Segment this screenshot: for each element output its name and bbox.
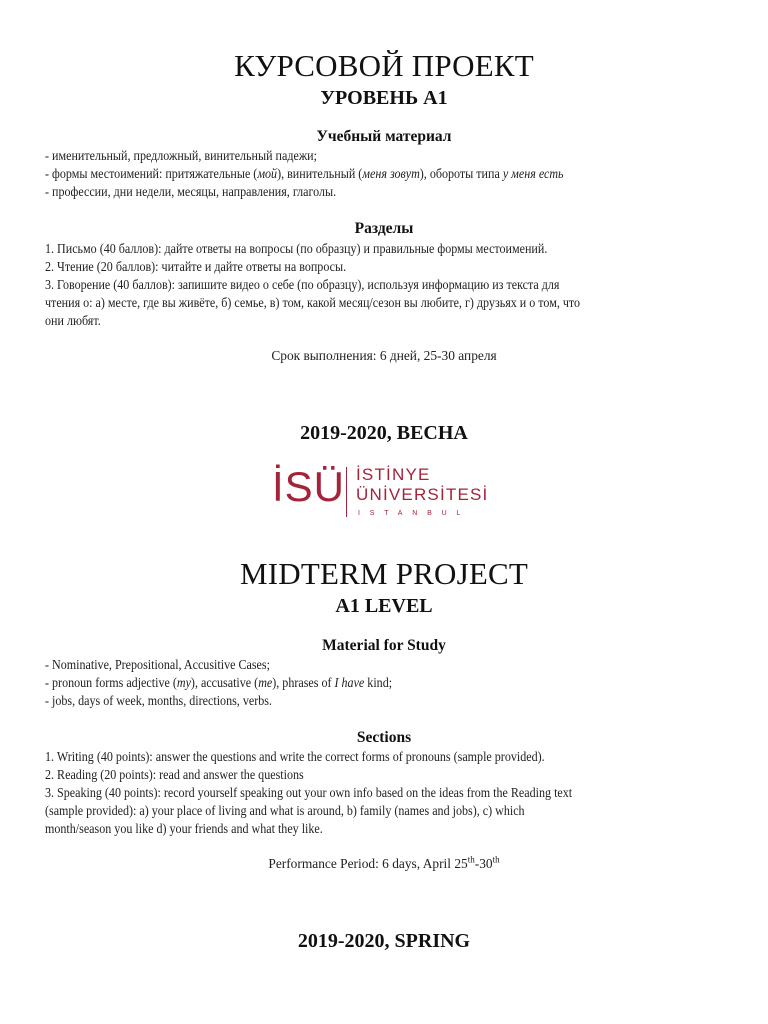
logo-name-line-1: İSTİNYE <box>356 465 431 484</box>
ru-deadline: Срок выполнения: 6 дней, 25-30 апреля <box>271 348 497 363</box>
ru-section-3-cont: чтения о: а) месте, где вы живёте, б) семье, в) том, какой месяц/сезон вы любите, г) друзьях и о том, что <box>45 295 581 310</box>
ru-material-line-1: - именительный, предложный, винительный падежи; <box>45 148 317 163</box>
logo-divider <box>346 467 347 517</box>
university-logo <box>272 463 502 521</box>
ru-sections-heading: Разделы <box>354 220 414 237</box>
logo-city: ISTANBUL <box>358 510 471 517</box>
en-sections-heading: Sections <box>356 729 412 746</box>
en-material-line-2: - pronoun forms adjective (my), accusative (me), phrases of I have kind; <box>45 675 393 690</box>
ru-section-1: 1. Письмо (40 баллов): дайте ответы на вопросы (по образцу) и правильные формы местоимений. <box>45 241 548 256</box>
en-term: 2019-2020, SPRING <box>297 930 471 952</box>
en-material-heading: Material for Study <box>322 637 446 654</box>
logo-name-line-2: ÜNİVERSİTESİ <box>356 485 489 504</box>
en-section-3-cont: (sample provided): a) your place of living and what is around, b) family (names and jobs), c) which <box>45 803 525 818</box>
en-level: A1 LEVEL <box>335 595 433 617</box>
ru-section-2: 2. Чтение (20 баллов): читайте и дайте ответы на вопросы. <box>45 259 347 274</box>
en-section-2: 2. Reading (20 points): read and answer the questions <box>45 767 304 782</box>
ru-section-3-end: они любят. <box>45 313 101 328</box>
en-title: MIDTERM PROJECT <box>239 556 529 591</box>
ru-material-heading: Учебный материал <box>316 128 452 145</box>
ru-term: 2019-2020, ВЕСНА <box>300 422 468 444</box>
en-deadline: Performance Period: 6 days, April 25th-30th <box>268 854 500 871</box>
en-section-3: 3. Speaking (40 points): record yourself speaking out your own info based on the ideas from the Reading text <box>45 785 573 800</box>
ru-title: КУРСОВОЙ ПРОЕКТ <box>234 48 534 83</box>
en-section-3-end: month/season you like d) your friends and what they like. <box>45 821 323 836</box>
ru-material-line-2: - формы местоимений: притяжательные (мой), винительный (меня зовут), обороты типа у меня есть <box>45 166 564 181</box>
ru-section-3: 3. Говорение (40 баллов): запишите видео о себе (по образцу), используя информацию из текста для <box>45 277 560 292</box>
ru-material-line-3: - профессии, дни недели, месяцы, направления, глаголы. <box>45 184 337 199</box>
en-material-line-3: - jobs, days of week, months, directions, verbs. <box>45 693 272 708</box>
ru-level: УРОВЕНЬ А1 <box>320 87 448 109</box>
en-material-line-1: - Nominative, Prepositional, Accusitive Cases; <box>45 657 270 672</box>
en-section-1: 1. Writing (40 points): answer the questions and write the correct forms of pronouns (sample provided). <box>45 749 545 764</box>
logo-mark: İSÜ <box>272 463 346 510</box>
